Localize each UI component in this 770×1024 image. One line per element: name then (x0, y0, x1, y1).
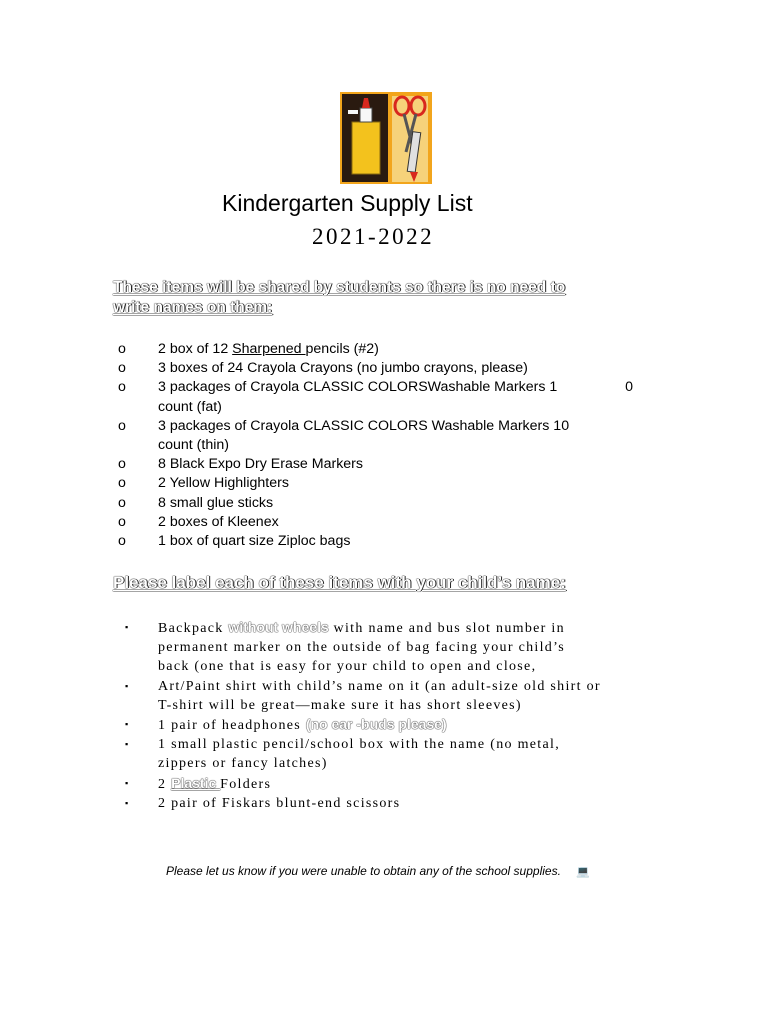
list-item: o 2 box of 12 Sharpened pencils (#2) (118, 341, 379, 357)
footer-text: Please let us know if you were unable to obtain any of the school supplies. (166, 864, 561, 878)
list-item: ▪ Backpack without wheels with name and bus slot number in permanent marker on the outside of bag facing your child’s back (one that is easy for your child to open and close, (125, 619, 566, 675)
list-item: ▪ 1 small plastic pencil/school box with the name (no metal, zippers or fancy latches) (125, 737, 560, 772)
list-item-continuation: count (thin) (158, 437, 229, 454)
list-item: o 8 small glue sticks (118, 494, 274, 511)
list-item: ▪ 2 Plastic Folders (125, 774, 272, 792)
labeled-supply-list (125, 618, 665, 813)
list-item: o 8 Black Expo Dry Erase Markers (118, 456, 363, 473)
list-item: o 3 packages of Crayola CLASSIC COLORS Washable Markers 10 (118, 417, 570, 434)
label-items-heading: Please label each of these items with your child’s name: (113, 573, 566, 592)
school-supplies-clipart-icon (340, 92, 432, 184)
list-item: o 1 box of quart size Ziploc bags (118, 533, 351, 550)
list-item: ▪ 1 pair of headphones (no ear -buds please) (125, 716, 447, 734)
school-year: 2021-2022 (312, 224, 435, 249)
list-item: o 3 packages of Crayola CLASSIC COLORSWashable Markers 1 0 (118, 379, 633, 396)
list-item: ▪ 2 pair of Fiskars blunt-end scissors (125, 795, 401, 811)
computer-icon: 💻 (576, 866, 590, 878)
shared-items-heading: These items will be shared by students so there is no need to (113, 279, 566, 296)
list-item: ▪ Art/Paint shirt with child’s name on it (an adult-size old shirt or T-shirt will be great—make sure it has short sleeves) (125, 678, 601, 713)
footer-note (166, 864, 590, 878)
page-title: Kindergarten Supply List (222, 190, 473, 216)
list-item: o 2 Yellow Highlighters (118, 475, 289, 492)
shared-items-heading-line2: write names on them: (113, 299, 273, 316)
list-item: o 3 boxes of 24 Crayola Crayons (no jumbo crayons, please) (118, 360, 528, 377)
shared-supply-list (118, 340, 658, 551)
list-item: o 2 boxes of Kleenex (118, 513, 279, 530)
list-item-continuation: count (fat) (158, 398, 222, 415)
